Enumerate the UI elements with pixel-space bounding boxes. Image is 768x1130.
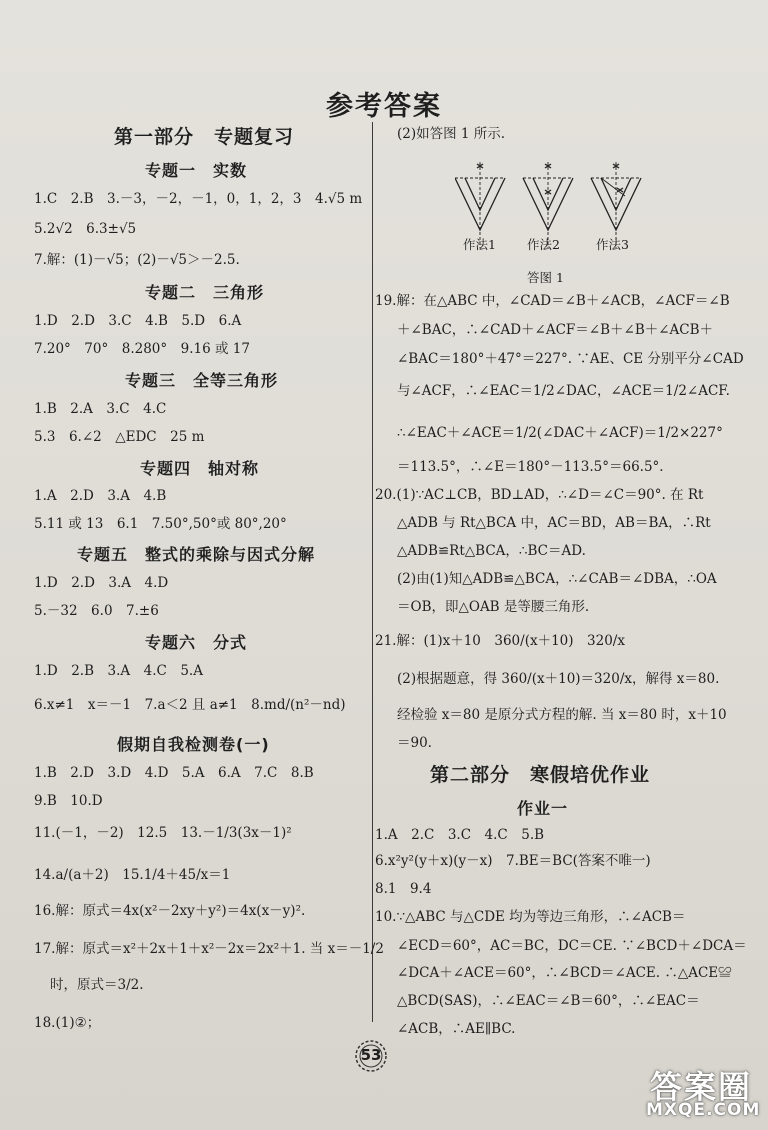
topic1-line: 7.解：(1)－√5；(2)－√5＞－2.5.	[34, 252, 240, 268]
topic4-line: 1.A 2.D 3.A 4.B	[34, 488, 167, 504]
q19-line: ＋∠BAC，∴∠CAD＋∠ACF＝∠B＋∠B＋∠ACB＋	[397, 322, 714, 338]
topic2-heading: 专题二 三角形	[145, 283, 265, 302]
homework1-line: 8.1 9.4	[375, 881, 432, 897]
q19-line: 与∠ACF，∴∠EAC＝1/2∠DAC，∠ACE＝1/2∠ACF.	[397, 383, 730, 399]
selftest-line: 14.a/(a＋2) 15.1/4＋45/x＝1	[34, 867, 231, 883]
selftest-line: 时，原式＝3/2.	[50, 977, 144, 993]
topic2-line: 1.D 2.D 3.C 4.B 5.D 6.A	[34, 313, 242, 329]
q18-part2-intro: (2)如答图 1 所示.	[397, 126, 506, 142]
figure-label-3: 作法3	[596, 237, 629, 252]
q19-line: ∠BAC＝180°＋47°＝227°. ∵AE、CE 分别平分∠CAD	[397, 351, 744, 367]
page-number: 53	[360, 1046, 382, 1064]
q20-line: (2)由(1)知△ADB≌△BCA，∴∠CAB＝∠DBA，∴OA	[397, 571, 717, 587]
topic4-line: 5.11 或 13 6.1 7.50°,50°或 80°,20°	[34, 516, 287, 532]
topic6-line: 1.D 2.B 3.A 4.C 5.A	[34, 663, 203, 679]
topic4-heading: 专题四 轴对称	[140, 459, 260, 478]
selftest-line: 18.(1)②；	[34, 1015, 101, 1031]
selftest-line: 16.解：原式＝4x(x²－2xy＋y²)＝4x(x－y)².	[34, 903, 306, 919]
page-number-badge	[351, 1036, 391, 1076]
q20-line: △ADB 与 Rt△BCA 中，AC＝BD，AB＝BA，∴Rt	[397, 515, 711, 531]
selftest-line: 1.B 2.D 3.D 4.D 5.A 6.A 7.C 8.B	[34, 765, 314, 781]
homework1-line: ∠ECD＝60°，AC＝BC，DC＝CE. ∵∠BCD＋∠DCA＝	[397, 938, 747, 954]
topic6-line: 6.x≠1 x＝－1 7.a＜2 且 a≠1 8.md/(n²－nd)	[34, 697, 346, 713]
q20-line: 20.(1)∵AC⊥CB，BD⊥AD，∴∠D＝∠C＝90°. 在 Rt	[375, 487, 704, 503]
topic3-line: 5.3 6.∠2 △EDC 25 m	[34, 429, 205, 445]
homework1-line: 6.x²y²(y＋x)(y－x) 7.BE＝BC(答案不唯一)	[375, 853, 651, 869]
figure-label-2: 作法2	[527, 237, 560, 252]
homework1-heading: 作业一	[517, 799, 569, 818]
homework1-line: ∠ACB，∴AE∥BC.	[397, 1021, 516, 1037]
selftest-line: 11.(－1，－2) 12.5 13.－1/3(3x－1)²	[34, 825, 292, 841]
homework1-line: ∠DCA＋∠ACE＝60°，∴∠BCD＝∠ACE. ∴△ACE≌	[397, 965, 732, 981]
part1-heading: 第一部分 专题复习	[114, 126, 295, 148]
topic5-line: 5.－32 6.0 7.±6	[34, 603, 159, 619]
column-divider	[372, 122, 373, 1022]
selftest-line: 9.B 10.D	[34, 793, 103, 809]
page-title: 参考答案	[326, 91, 442, 122]
selftest-line: 17.解：原式＝x²＋2x＋1＋x²－2x＝2x²＋1. 当 x＝－1/2	[34, 941, 384, 957]
homework1-line: △BCD(SAS)，∴∠EAC＝∠B＝60°，∴∠EAC＝	[397, 993, 700, 1009]
q21-line: 经检验 x＝80 是原分式方程的解. 当 x＝80 时，x＋10	[397, 707, 727, 723]
topic5-line: 1.D 2.D 3.A 4.D	[34, 575, 169, 591]
part2-heading: 第二部分 寒假培优作业	[430, 764, 651, 786]
q19-line: ∴∠EAC＋∠ACE＝1/2(∠DAC＋∠ACF)＝1/2×227°	[397, 425, 723, 441]
q20-line: ＝OB，即△OAB 是等腰三角形.	[397, 599, 590, 615]
q19-line: ＝113.5°，∴∠E＝180°－113.5°＝66.5°.	[397, 459, 664, 475]
watermark-url: MXQE.COM	[646, 1100, 761, 1120]
q19-line: 19.解：在△ABC 中，∠CAD＝∠B＋∠ACB，∠ACF＝∠B	[375, 293, 730, 309]
watermark	[646, 1062, 761, 1120]
selftest-heading: 假期自我检测卷(一)	[117, 735, 270, 754]
topic3-line: 1.B 2.A 3.C 4.C	[34, 401, 167, 417]
q21-line: ＝90.	[397, 735, 432, 751]
q21-line: (2)根据题意，得 360/(x＋10)＝320/x，解得 x＝80.	[397, 671, 720, 687]
topic1-line: 1.C 2.B 3.－3，－2，－1，0，1，2，3 4.√5 m	[34, 191, 363, 207]
topic6-heading: 专题六 分式	[145, 633, 248, 652]
topic3-heading: 专题三 全等三角形	[125, 371, 279, 390]
topic1-heading: 专题一 实数	[145, 161, 248, 180]
q21-line: 21.解：(1)x＋10 360/(x＋10) 320/x	[375, 633, 625, 649]
q20-line: △ADB≌Rt△BCA，∴BC＝AD.	[397, 543, 586, 559]
homework1-line: 1.A 2.C 3.C 4.C 5.B	[375, 827, 545, 843]
topic2-line: 7.20° 70° 8.280° 9.16 或 17	[34, 341, 250, 357]
topic5-heading: 专题五 整式的乘除与因式分解	[77, 545, 316, 564]
watermark-logo-text: 答案圈	[650, 1068, 753, 1106]
topic1-line: 5.2√2 6.3±√5	[34, 221, 137, 237]
figure-label-1: 作法1	[463, 237, 496, 252]
homework1-line: 10.∵△ABC 与△CDE 均为等边三角形，∴∠ACB＝	[375, 909, 686, 925]
figure-caption: 答图 1	[527, 270, 564, 285]
